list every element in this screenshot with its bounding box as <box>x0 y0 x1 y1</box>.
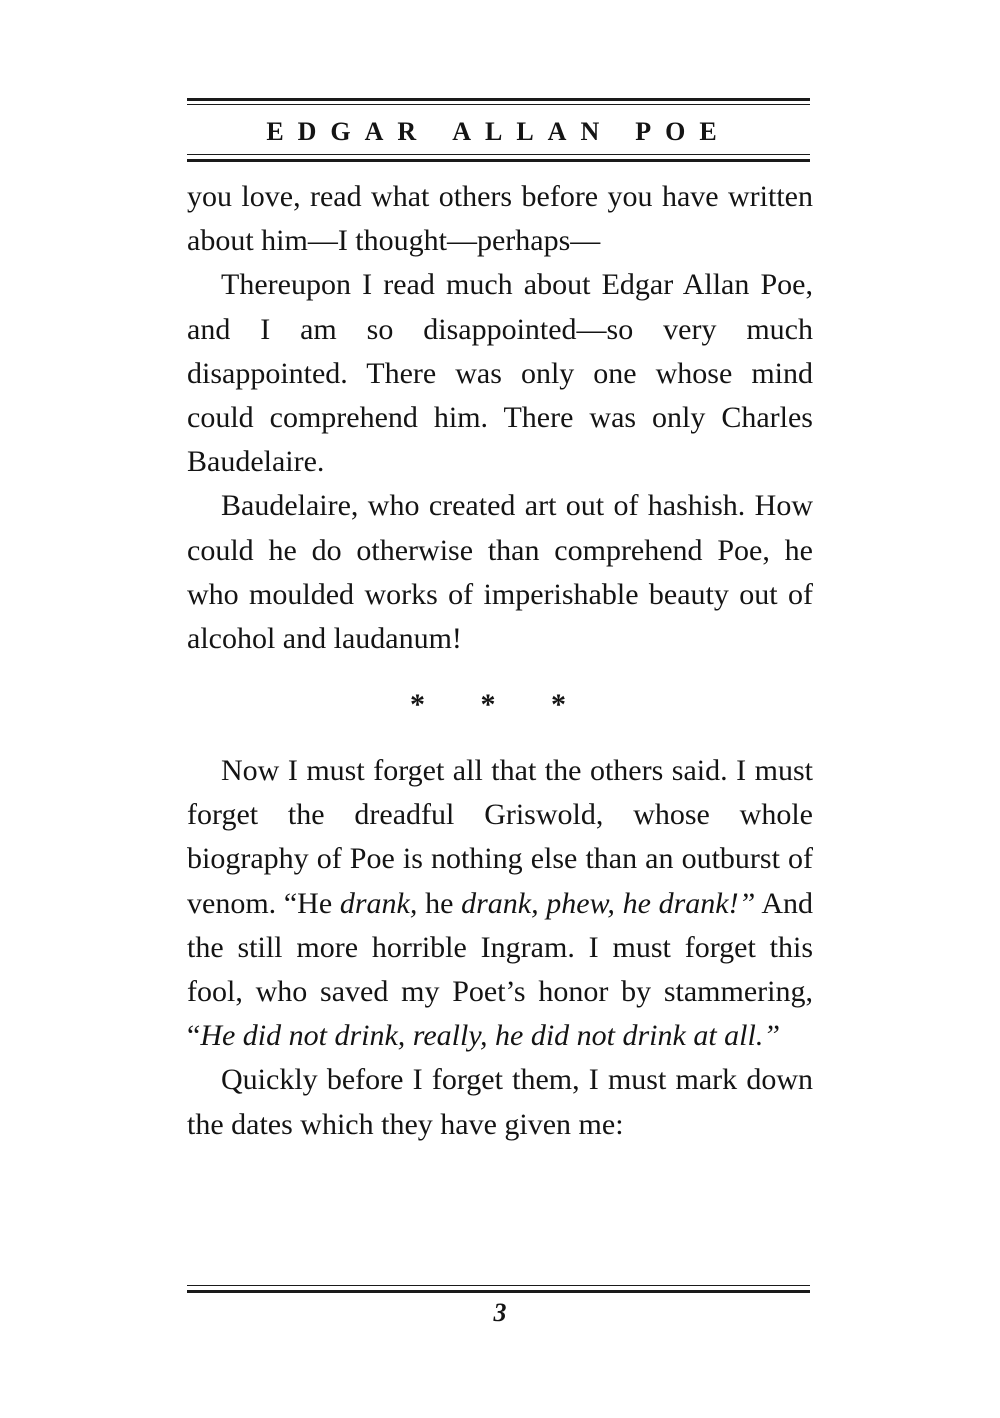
header-rule-bottom <box>187 159 810 162</box>
section-separator: * * * <box>410 688 590 721</box>
body-text-upper <box>187 175 813 661</box>
running-head <box>187 114 810 150</box>
footer-rule <box>187 1290 810 1293</box>
italic-run: drank, <box>339 886 418 920</box>
header-rule-bottom-thin <box>187 154 810 155</box>
running-head-word: EDGAR <box>266 117 431 146</box>
page-number: 3 <box>493 1298 507 1327</box>
italic-run: He did not drink, really, he did not drink at all.” <box>200 1019 781 1053</box>
paragraph <box>187 749 813 1058</box>
header-rule-top-thin <box>187 104 810 105</box>
text-run: And the still more horrible Ingram. I must forget this fool, who saved my Poet’s honor by stammering, “ <box>187 886 813 1053</box>
italic-run: drank, phew, he drank!” <box>461 886 756 920</box>
header-rule-top <box>187 98 810 101</box>
paragraph: Thereupon I read much about Edgar Allan Poe, and I am so disappointed—so very much disappointed. There was only one whose mind could comprehend him. There was only Charles Baudelaire. <box>187 268 813 479</box>
footer-rule-thin <box>187 1285 810 1286</box>
text-run: Now I must forget all that the others said. I must forget the dreadful Griswold, whose whole biography of Poe is nothing else than an outburst of venom. “He <box>187 754 813 920</box>
running-head-word: POE <box>635 117 731 146</box>
paragraph-continuation: you love, read what others before you have written about him—I thought—perhaps— <box>187 180 813 258</box>
text-run: he <box>417 886 462 920</box>
body-text-lower <box>187 749 813 1147</box>
paragraph: Baudelaire, who created art out of hashish. How could he do otherwise than comprehend Poe, he who moulded works of imperishable beauty out of alcohol and laudanum! <box>187 489 813 656</box>
paragraph: Quickly before I forget them, I must mark down the dates which they have given me: <box>187 1063 813 1141</box>
running-head-word: ALLAN <box>452 117 614 146</box>
